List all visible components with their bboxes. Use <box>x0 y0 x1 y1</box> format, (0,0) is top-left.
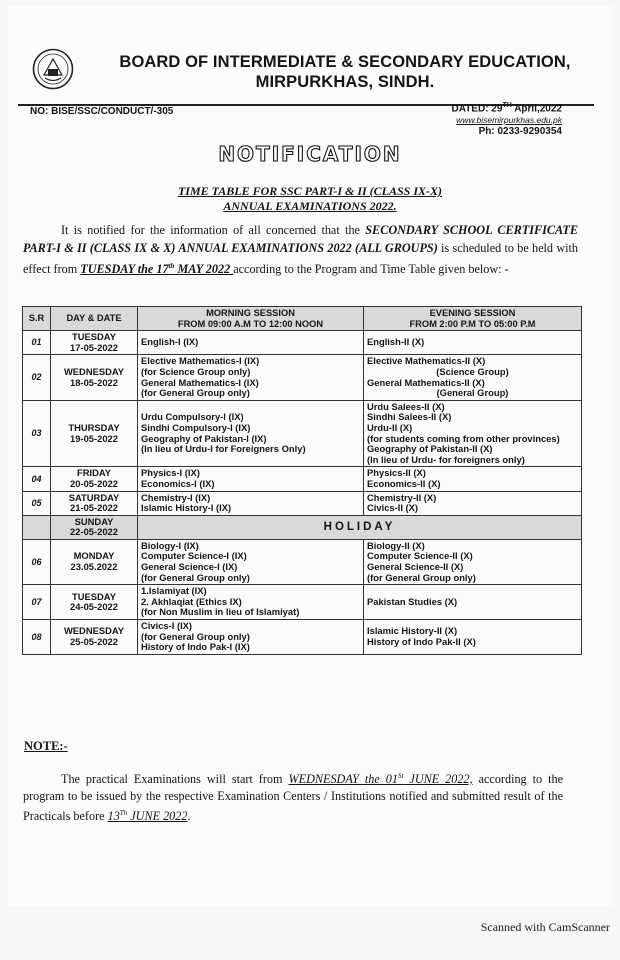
cell-morning-session <box>138 539 364 584</box>
cell-day-date <box>51 355 138 400</box>
subject-line: Pakistan Studies (X) <box>367 595 458 607</box>
cell-sr: 01 <box>23 331 51 355</box>
day-name: WEDNESDAY <box>63 625 125 637</box>
table-row <box>23 467 582 491</box>
subject-line: History of Indo Pak-I (IX) <box>141 641 250 653</box>
subject-line: Urdu Compulsory-I (IX) <box>141 411 244 423</box>
holiday-sr <box>23 515 51 539</box>
subject-line: Geography of Pakistan-I (IX) <box>141 432 267 444</box>
subtitle-line2: ANNUAL EXAMINATIONS 2022. <box>223 199 397 213</box>
cell-day-date <box>51 467 138 491</box>
subject-line: (In lieu of Urdu-I for Foreigners Only) <box>141 443 306 455</box>
subject-line: Computer Science-II (X) <box>367 550 473 562</box>
date-block <box>452 100 563 138</box>
table-row <box>23 620 582 655</box>
table-row <box>23 539 582 584</box>
date-line: DATED: 29TH April,2022 <box>451 102 562 115</box>
subject-line: 2. Akhlaqiat (Ethics IX) <box>141 595 242 607</box>
holiday-day-date: SUNDAY 22-05-2022 <box>51 515 138 539</box>
day-name: THURSDAY <box>68 421 120 433</box>
subject-line: Islamic History-II (X) <box>367 625 458 637</box>
subject-line: Physics-II (X) <box>367 467 426 479</box>
subject-line: Elective Mathematics-I (IX) <box>141 355 260 367</box>
subject-line: Elective Mathematics-II (X) <box>367 355 486 367</box>
subtitle-line1: TIME TABLE FOR SSC PART-I & II (CLASS IX-X) <box>177 184 443 198</box>
note-heading: NOTE:- <box>24 739 68 753</box>
exam-date: 25-05-2022 <box>70 635 118 647</box>
exam-date: 18-05-2022 <box>70 376 118 388</box>
subject-line: Biology-II (X) <box>367 539 425 551</box>
cell-morning-session <box>138 331 364 355</box>
day-name: TUESDAY <box>72 590 116 602</box>
holiday-label: HOLIDAY <box>138 515 582 539</box>
subject-line: (for Non Muslim in lieu of Islamiyat) <box>141 606 300 618</box>
cell-sr: 06 <box>23 539 51 584</box>
subject-line: (for General Group only) <box>367 571 476 583</box>
day-name: FRIDAY <box>76 467 112 479</box>
subject-line: General Science-I (IX) <box>141 561 238 573</box>
subject-line: 1.Islamiyat (IX) <box>141 585 207 597</box>
day-name: WEDNESDAY <box>63 365 125 377</box>
table-header-row <box>23 307 582 331</box>
cell-sr: 04 <box>23 467 51 491</box>
board-title-line2: MIRPURKHAS, SINDH. <box>255 73 435 91</box>
subject-line: Chemistry-II (X) <box>367 491 437 503</box>
exam-date: 24-05-2022 <box>70 601 118 613</box>
table-row <box>23 400 582 467</box>
cell-day-date <box>51 585 138 620</box>
subject-line: Geography of Pakistan-II (X) <box>367 443 493 455</box>
cell-sr: 07 <box>23 585 51 620</box>
timetable-subtitle <box>0 184 620 214</box>
subject-line: Economics-I (IX) <box>141 477 215 489</box>
scanner-watermark: Scanned with CamScanner <box>480 920 610 934</box>
table-row <box>23 355 582 400</box>
subject-line: Computer Science-I (IX) <box>141 550 247 562</box>
table-row <box>23 585 582 620</box>
board-emblem-icon <box>32 48 74 90</box>
table-row <box>23 491 582 515</box>
day-name: TUESDAY <box>72 331 116 343</box>
subject-line: Sindhi Compulsory-I (IX) <box>141 421 251 433</box>
intro-paragraph: It is notified for the information of all concerned that the SECONDARY SCHOOL CERTIFICATE PART-I & II (CLASS IX & X) ANNUAL EXAMINATIONS 2022 (ALL GROUPS) is scheduled to be held with effect from TUESDAY the 17th MAY 2022 according to the Program and Time Table given below: - <box>23 223 578 277</box>
subject-line: (In lieu of Urdu- for foreigners only) <box>367 453 525 465</box>
exam-date: 17-05-2022 <box>70 341 118 353</box>
subject-line: Chemistry-I (IX) <box>141 491 211 503</box>
cell-evening-session <box>364 400 582 467</box>
note-paragraph: The practical Examinations will start from WEDNESDAY the 01St JUNE 2022, according to the program to be issued by the respective Examination Centers / Institutions notified and submitted result of the Practicals before 13Th JUNE 2022. <box>23 772 563 824</box>
day-name: SATURDAY <box>68 491 120 503</box>
subject-line: (for General Group only) <box>141 630 250 642</box>
cell-day-date <box>51 539 138 584</box>
cell-morning-session <box>138 491 364 515</box>
subject-line: (for General Group only) <box>141 571 250 583</box>
subject-line: (Science Group) <box>436 365 509 377</box>
day-name: MONDAY <box>73 550 115 562</box>
cell-day-date <box>51 331 138 355</box>
table-row <box>23 331 582 355</box>
cell-sr: 02 <box>23 355 51 400</box>
cell-evening-session <box>364 467 582 491</box>
website-link[interactable]: www.bisemirpurkhas.edu.pk <box>456 114 562 125</box>
subject-line: Urdu-II (X) <box>367 421 413 433</box>
cell-evening-session <box>364 491 582 515</box>
subject-line: Sindhi Salees-II (X) <box>367 411 452 423</box>
cell-evening-session <box>364 620 582 655</box>
subject-line: Civics-I (IX) <box>141 620 193 632</box>
cell-morning-session <box>138 620 364 655</box>
cell-morning-session <box>138 400 364 467</box>
subject-line: (for General Group only) <box>141 387 250 399</box>
cell-evening-session <box>364 355 582 400</box>
cell-sr: 08 <box>23 620 51 655</box>
subject-line: History of Indo Pak-II (X) <box>367 635 476 647</box>
exam-date: 21-05-2022 <box>70 502 118 514</box>
cell-sr: 05 <box>23 491 51 515</box>
subject-line: General Science-II (X) <box>367 561 464 573</box>
cell-evening-session <box>364 539 582 584</box>
subject-line: General Mathematics-II (X) <box>367 376 485 388</box>
subject-line: Urdu Salees-II (X) <box>367 400 445 412</box>
cell-day-date <box>51 400 138 467</box>
header-evening: EVENING SESSION FROM 2:00 P.M TO 05:00 P.M <box>364 307 582 331</box>
cell-sr: 03 <box>23 400 51 467</box>
cell-morning-session <box>138 355 364 400</box>
cell-morning-session <box>138 467 364 491</box>
subject-line: General Mathematics-I (IX) <box>141 376 259 388</box>
cell-day-date <box>51 620 138 655</box>
subject-line: English-II (X) <box>367 336 425 348</box>
subject-line: Civics-II (X) <box>367 502 419 514</box>
subject-line: (General Group) <box>436 387 509 399</box>
cell-evening-session <box>364 331 582 355</box>
subject-line: Biology-I (IX) <box>141 539 199 551</box>
subject-line: English-I (IX) <box>141 336 199 348</box>
cell-morning-session <box>138 585 364 620</box>
exam-date: 23.05.2022 <box>70 561 118 573</box>
notification-heading: NOTIFICATION <box>218 142 402 166</box>
holiday-row <box>23 515 582 539</box>
board-title-line1: BOARD OF INTERMEDIATE & SECONDARY EDUCATION, <box>119 53 571 71</box>
reference-number: NO: BISE/SSC/CONDUCT/-305 <box>30 106 174 117</box>
header-day-date: DAY & DATE <box>51 307 138 331</box>
cell-evening-session <box>364 585 582 620</box>
board-title <box>95 52 595 92</box>
exam-timetable <box>22 306 582 655</box>
subject-line: Economics-II (X) <box>367 477 441 489</box>
subject-line: Islamic History-I (IX) <box>141 502 232 514</box>
phone-number: Ph: 0233-9290354 <box>478 126 562 138</box>
header-sr: S.R <box>23 307 51 331</box>
subject-line: (for Science Group only) <box>141 365 251 377</box>
header-morning: MORNING SESSION FROM 09:00 A.M TO 12:00 NOON <box>138 307 364 331</box>
subject-line: (for students coming from other provinces) <box>367 432 560 444</box>
exam-date: 20-05-2022 <box>70 477 118 489</box>
exam-date: 19-05-2022 <box>70 432 118 444</box>
subject-line: Physics-I (IX) <box>141 467 200 479</box>
cell-day-date <box>51 491 138 515</box>
